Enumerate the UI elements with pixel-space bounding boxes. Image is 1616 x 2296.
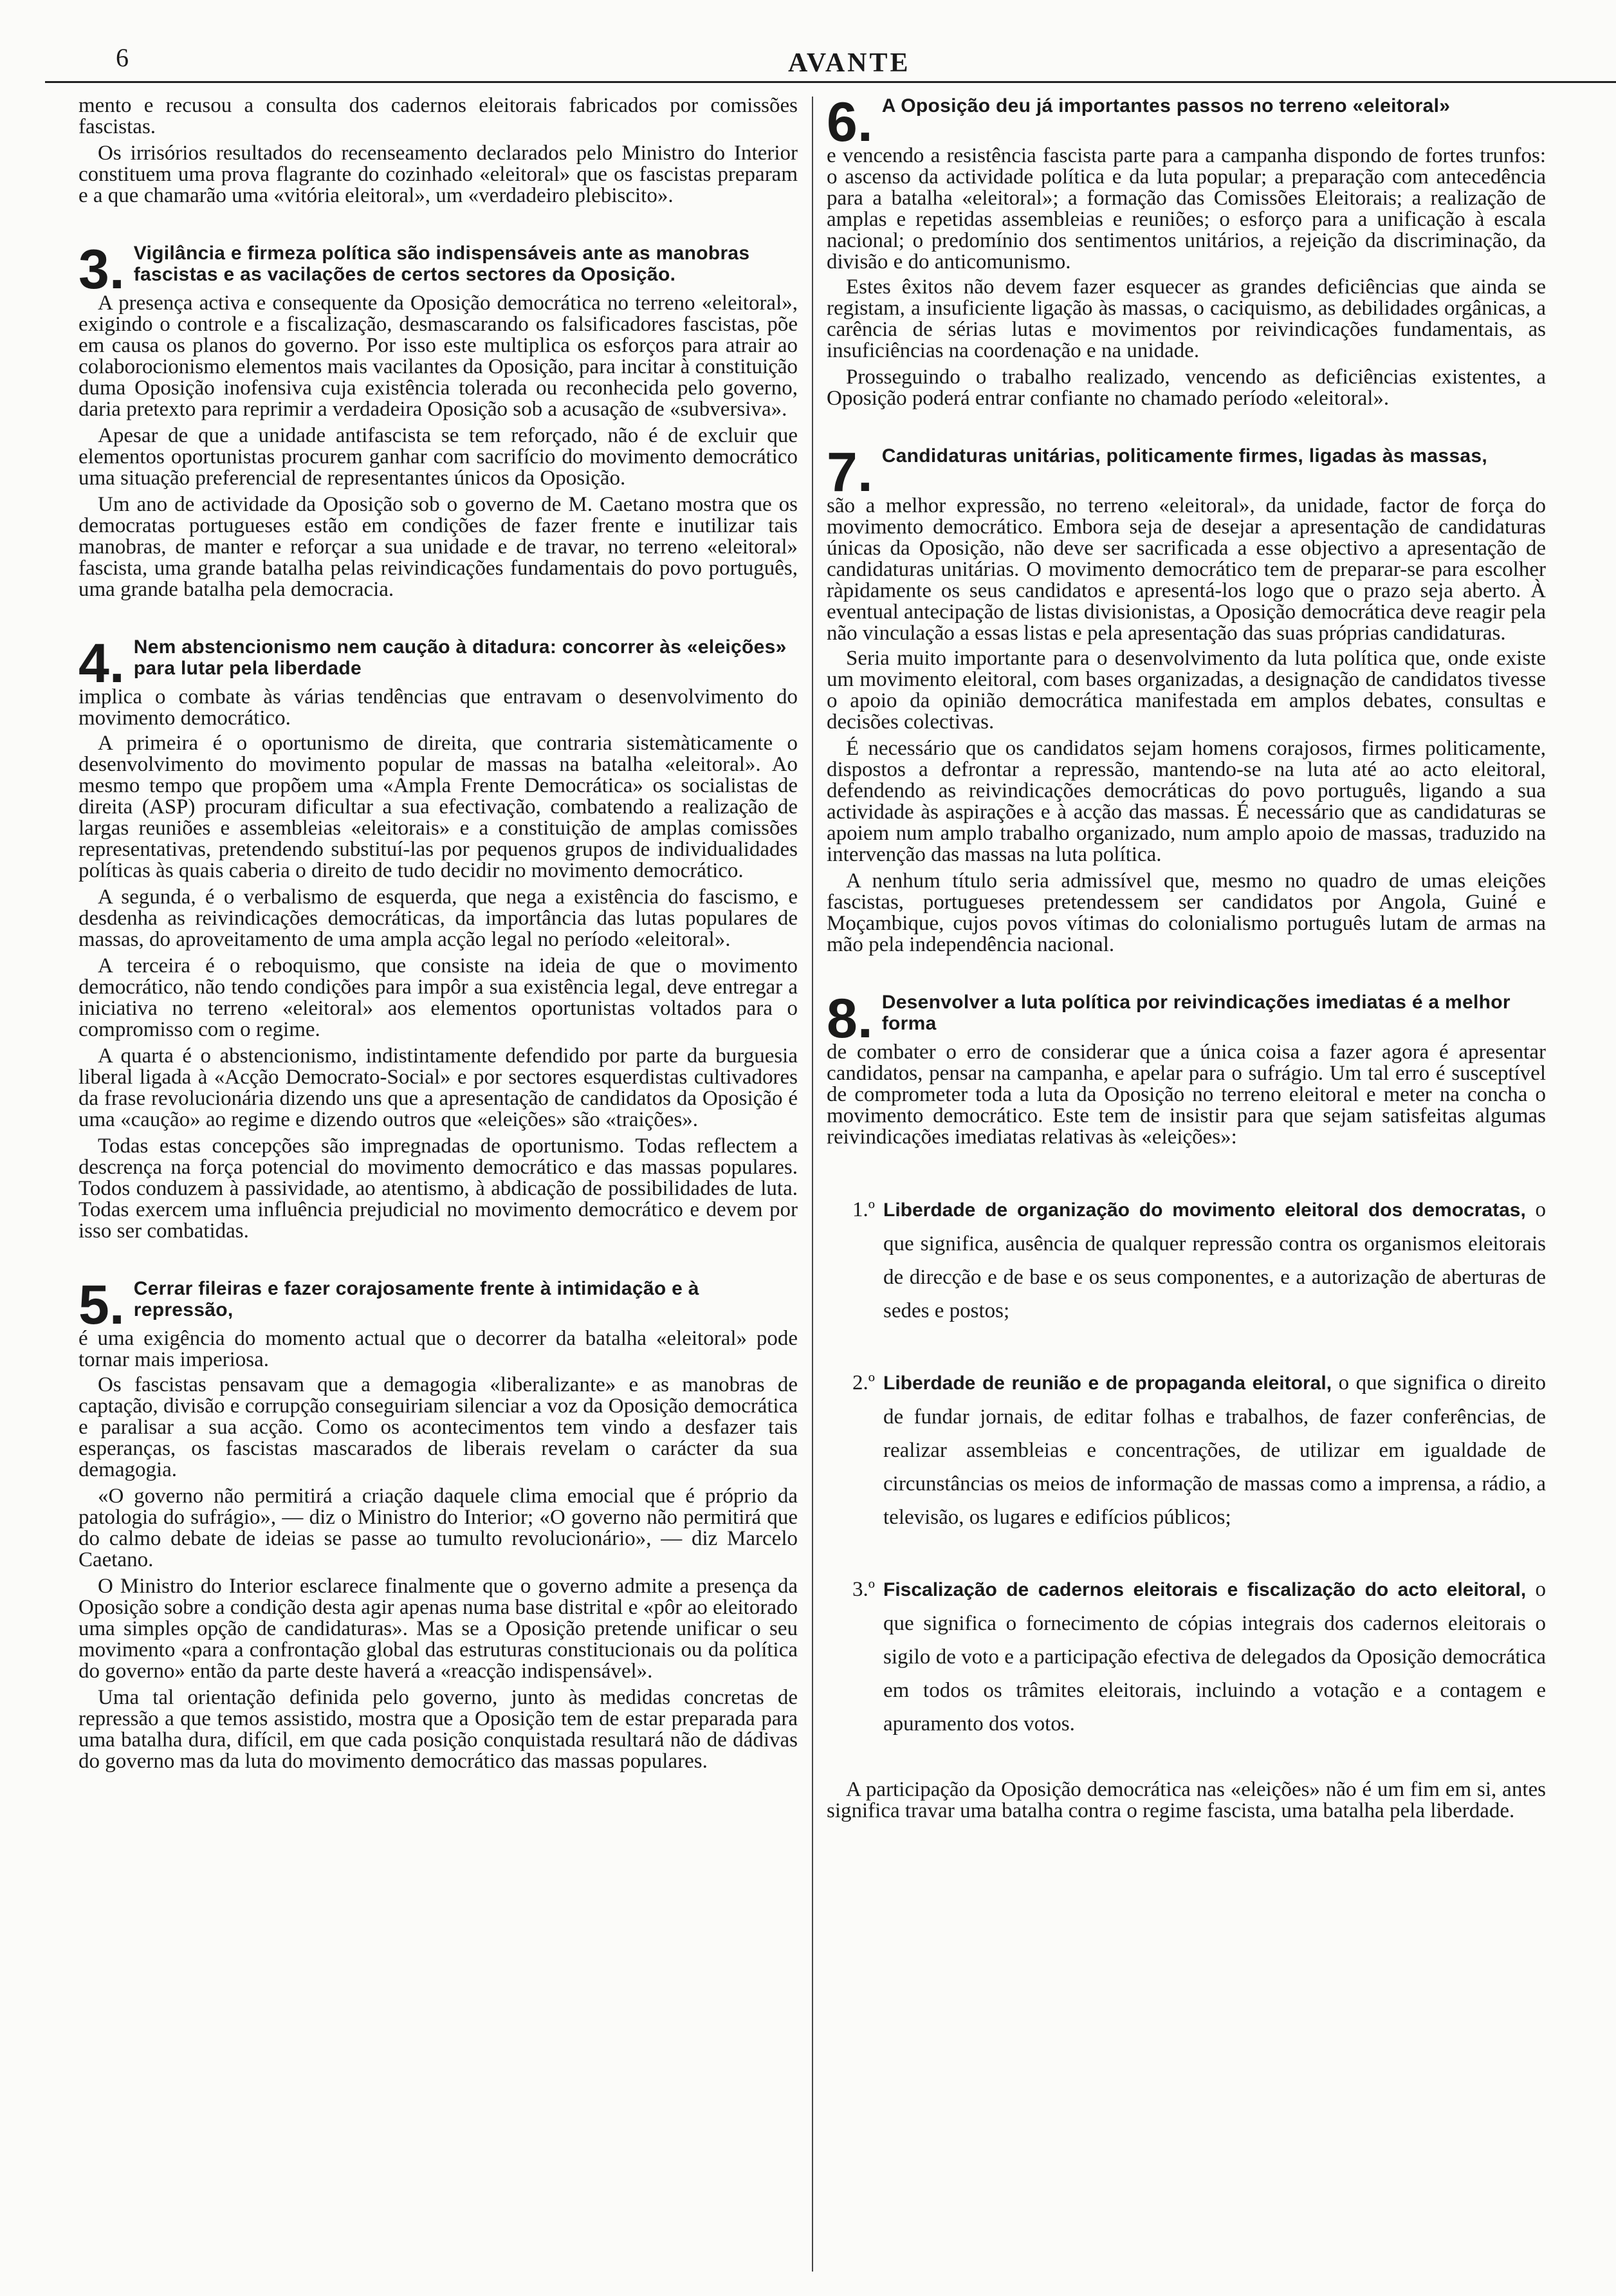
continuation-block bbox=[78, 95, 798, 207]
item-body bbox=[883, 1573, 1546, 1741]
demands-list bbox=[852, 1193, 1546, 1741]
section-number: 5. bbox=[78, 1274, 125, 1336]
masthead: AVANTE bbox=[788, 48, 911, 78]
item-text: o que significa o fornecimento de cópias integrais dos cadernos eleitorais o sigilo de voto e a participação efectiva de delegados da Oposição democrática em todos os trâmites eleitorais, incluindo a votação e a contagem e apuramento dos votos. bbox=[883, 1578, 1546, 1736]
item-number: 3.º bbox=[852, 1578, 875, 1601]
paragraph: Seria muito importante para o desenvolvimento da luta política que, onde existe um movimento eleitoral, com bases organizadas, a designação de candidatos tivesse o apoio da opinião democrática manifestada em amplos debates, consultas e decisões colectivas. bbox=[827, 647, 1546, 734]
item-text: o que significa o direito de fundar jornais, de editar folhas e trabalhos, de fazer conferências, de realizar assembleias e concentrações, de utilizar em igualdade de circunstâncias os meios de informação de massas como a imprensa, a rádio, a televisão, os lugares e edifícios públicos; bbox=[883, 1371, 1547, 1529]
section-number: 4. bbox=[78, 633, 125, 694]
paragraph: A terceira é o reboquismo, que consiste na ideia de que o movimento democrático, não tendo condições para impôr a sua existência legal, deve entregar a iniciativa no terreno «eleitoral» aos elementos oportunistas voltados para o compromisso com o regime. bbox=[78, 954, 798, 1041]
header-rule bbox=[45, 81, 1616, 83]
section-number: 8. bbox=[827, 988, 873, 1050]
paragraph: A segunda, é o verbalismo de esquerda, que nega a existência do fascismo, e desdenha as reivindicações democráticas, da importância das lutas populares de massas, do aproveitamento de uma ampla acção legal no período «eleitoral». bbox=[78, 885, 798, 951]
closing-paragraph: A participação da Oposição democrática nas «eleições» não é um fim em si, antes significa travar uma batalha contra o regime fascista, uma batalha pela liberdade. bbox=[827, 1778, 1546, 1822]
section-number: 3. bbox=[78, 239, 125, 301]
section-lead: e vencendo a resistência fascista parte para a campanha dispondo de fortes trunfos: o ascenso da actividade política e da luta popular; a preparação com antecedência para a batalha «eleitoral»; a formação das Comissões Eleitorais; a realização de amplas e repetidas assembleias e reuniões; o esforço para a unificação à escala nacional; o predomínio dos sentimentos unitários, a rejeição da discriminação, da divisão e do anticomunismo. bbox=[827, 144, 1546, 273]
section-number: 7. bbox=[827, 441, 873, 503]
paragraph: A quarta é o abstencionismo, indistintamente defendido por parte da burguesia liberal ligada à «Acção Democrato-Social» e por sectores esquerdistas cultivadores da frase revolucionária dizendo uns que a apresentação de candidatos da Oposição é uma «caução» ao regime e dizendo outros que «eleições» são «traições». bbox=[78, 1044, 798, 1131]
item-body bbox=[883, 1193, 1546, 1328]
section-title: A Oposição deu já importantes passos no terreno «eleitoral» bbox=[881, 95, 1451, 116]
section-title: Desenvolver a luta política por reivindicações imediatas é a melhor forma bbox=[881, 992, 1510, 1034]
paragraph: «O governo não permitirá a criação daquele clima emocial que é próprio da patologia do sufrágio», — diz o Ministro do Interior; «O governo não permitirá que do calmo debate de ideias se passe ao tumulto revolucionário», — diz Marcelo Caetano. bbox=[78, 1485, 798, 1571]
left-column bbox=[78, 95, 798, 1808]
paragraph: Prosseguindo o trabalho realizado, vencendo as deficiências existentes, a Oposição poderá entrar confiante no chamado período «eleitoral». bbox=[827, 366, 1546, 410]
item-text: o que significa, ausência de qualquer repressão contra os organismos eleitorais de direcção e de base e os seus componentes, e a autorização de aberturas de sedes e postos; bbox=[883, 1198, 1547, 1322]
section-lead: é uma exigência do momento actual que o decorrer da batalha «eleitoral» pode tornar mais imperiosa. bbox=[78, 1327, 798, 1371]
paragraph: Um ano de actividade da Oposição sob o governo de M. Caetano mostra que os democratas portugueses estão em condições de fazer frente e inutilizar tais manobras, de manter e reforçar a sua unidade e de travar, no terreno «eleitoral» fascista, uma grande batalha pelas reivindicações fundamentais do povo português, uma grande batalha pela democracia. bbox=[78, 493, 798, 601]
paragraph: O Ministro do Interior esclarece finalmente que o governo admite a presença da Oposição sobre a condição desta agir apenas numa base distrital e «pôr ao eleitorado uma simples opção de candidaturas». Mas se a Oposição pretende unificar o seu movimento «para a confrontação global das estruturas constitucionais ou da política do governo» então da parte deste haverá a «reacção indispensável». bbox=[78, 1575, 798, 1683]
page-number: 6 bbox=[116, 43, 129, 72]
section-8 bbox=[827, 988, 1547, 1822]
list-item bbox=[852, 1193, 1546, 1328]
paragraph: Uma tal orientação definida pelo governo, junto às medidas concretas de repressão a que temos assistido, mostra que a Oposição tem de estar preparada para uma batalha dura, difícil, em que cada posição conquistada resultará não de dádivas do governo mas da luta do movimento democrático das massas populares. bbox=[78, 1686, 798, 1773]
section-lead: são a melhor expressão, no terreno «eleitoral», da unidade, factor de força do movimento democrático. Embora seja de desejar a apresentação de candidaturas únicas da Oposição, não deve ser sacrificada a esse objectivo a apresentação de candidaturas unitárias. O movimento democrático tem de preparar-se para escolher ràpidamente os seus candidatos e apresentá-los logo que o prazo seja aberto. À eventual antecipação de listas divisionistas, a Oposição democrática deve reagir pela não vinculação a essas listas e pela apresentação das suas próprias candidaturas. bbox=[827, 494, 1546, 645]
paragraph: Estes êxitos não devem fazer esquecer as grandes deficiências que ainda se registam, a insuficiente ligação às massas, o caciquismo, as debilidades orgânicas, a carência de sérias lutas e movimentos por reivindicações fundamentais, as insuficiências na coordenação e na unidade. bbox=[827, 275, 1546, 362]
item-number: 1.º bbox=[852, 1198, 875, 1221]
list-item bbox=[852, 1573, 1546, 1741]
section-heading bbox=[78, 239, 798, 301]
section-title: Vigilância e firmeza política são indispensáveis ante as manobras fascistas e as vacilações de certos sectores da Oposição. bbox=[133, 243, 750, 285]
section-lead: de combater o erro de considerar que a única coisa a fazer agora é apresentar candidatos, pensar na campanha, e apelar para o sufrágio. Um tal erro é susceptível de comprometer toda a luta da Oposição no terreno eleitoral e meter na concha o movimento democrático. Este tem de insistir para que sejam satisfeitas algumas reivindicações imediatas relativas às «eleições»: bbox=[827, 1041, 1546, 1149]
section-heading bbox=[827, 988, 1546, 1050]
right-column bbox=[827, 91, 1547, 1858]
paragraph: A presença activa e consequente da Oposição democrática no terreno «eleitoral», exigindo o controle e a fiscalização, desmascarando os falsificadores fascistas, põe em causa os planos do governo. Por isso este multiplica os esforços para atrair ao colaborocionismo elementos mais vacilantes da Oposição, para incitar à constituição duma Oposição inofensiva cuja existência tolerada ou reconhecida pelo governo, daria pretexto para reprimir a verdadeira Oposição sob a acusação de «subversiva». bbox=[78, 292, 798, 421]
item-lead: Liberdade de reunião e de propaganda eleitoral, bbox=[883, 1373, 1332, 1394]
section-title: Nem abstencionismo nem caução à ditadura: concorrer às «eleições» para lutar pela liberdade bbox=[133, 636, 787, 679]
paragraph: A primeira é o oportunismo de direita, que contraria sistemàticamente o desenvolvimento do movimento popular de massas na batalha «eleitoral». Ao mesmo tempo que propõem uma «Ampla Frente Democrática» os socialistas de direita (ASP) procuram dificultar a sua efectivação, combatendo a realização de largas reuniões e assembleias «eleitorais» e a constituição de amplas comissões representativas, pretendendo substituí-las por pequenos grupos de individualidades políticas às quais caberia o direito de tudo decidir no movimento democrático. bbox=[78, 732, 798, 882]
paragraph: Todas estas concepções são impregnadas de oportunismo. Todas reflectem a descrença na força potencial do movimento democrático e das massas populares. Todos conduzem à passividade, ao atentismo, à abdicação de possibilidades de luta. Todas exercem uma influência prejudicial no movimento democrático e devem por isso ser combatidas. bbox=[78, 1134, 798, 1243]
column-divider bbox=[812, 97, 813, 2272]
list-item bbox=[852, 1366, 1546, 1534]
item-lead: Liberdade de organização do movimento eleitoral dos democratas, bbox=[883, 1199, 1526, 1221]
item-number: 2.º bbox=[852, 1371, 875, 1394]
item-lead: Fiscalização de cadernos eleitorais e fiscalização do acto eleitoral, bbox=[883, 1579, 1527, 1600]
section-heading bbox=[827, 441, 1546, 503]
section-heading bbox=[827, 91, 1546, 153]
item-body bbox=[883, 1366, 1546, 1534]
section-6 bbox=[827, 91, 1546, 410]
section-4 bbox=[78, 633, 798, 1243]
page-header bbox=[45, 33, 1616, 82]
section-number: 6. bbox=[827, 91, 873, 153]
paragraph: Apesar de que a unidade antifascista se tem reforçado, não é de excluir que elementos oportunistas procurem ganhar com sacrifício do movimento democrático uma situação preferencial de representantes únicos da Oposição. bbox=[78, 424, 798, 490]
section-title: Candidaturas unitárias, politicamente firmes, ligadas às massas, bbox=[881, 445, 1487, 467]
paragraph: mento e recusou a consulta dos cadernos eleitorais fabricados por comissões fascistas. bbox=[78, 94, 798, 138]
paragraph: Os irrisórios resultados do recenseamento declarados pelo Ministro do Interior constituem uma prova flagrante do cozinhado «eleitoral» que os fascistas preparam e a que chamarão uma «vitória eleitoral», um «verdadeiro plebiscito». bbox=[78, 142, 798, 207]
section-title: Cerrar fileiras e fazer corajosamente frente à intimidação e à repressão, bbox=[133, 1278, 699, 1320]
section-3 bbox=[78, 239, 798, 601]
section-lead: implica o combate às várias tendências que entravam o desenvolvimento do movimento democrático. bbox=[78, 685, 798, 730]
section-heading bbox=[78, 1274, 798, 1336]
section-7 bbox=[827, 441, 1546, 956]
paragraph: É necessário que os candidatos sejam homens corajosos, firmes politicamente, dispostos a defrontar a repressão, mantendo-se na luta até ao acto eleitoral, defendendo as reivindicações democráticas do povo português, ligando a sua actividade às aspirações e à acção das massas. É necessário que as candidaturas se apoiem num amplo trabalho organizado, num amplo apoio de massas, traduzido na intervenção das massas na luta política. bbox=[827, 737, 1546, 866]
section-heading bbox=[78, 633, 798, 694]
paragraph: Os fascistas pensavam que a demagogia «liberalizante» e as manobras de captação, divisão e corrupção conseguiriam silenciar a voz da Oposição democrática e paralisar a sua acção. Como os acontecimentos tem vindo a desfazer tais esperanças, os fascistas mascarados de liberais revelam o carácter da sua demagogia. bbox=[78, 1373, 798, 1481]
paragraph: A nenhum título seria admissível que, mesmo no quadro de umas eleições fascistas, portugueses pretendessem ser candidatos por Angola, Guiné e Moçambique, cujos povos vítimas do colonialismo português lutam de armas na mão pela independência nacional. bbox=[827, 869, 1546, 956]
section-5 bbox=[78, 1274, 798, 1773]
